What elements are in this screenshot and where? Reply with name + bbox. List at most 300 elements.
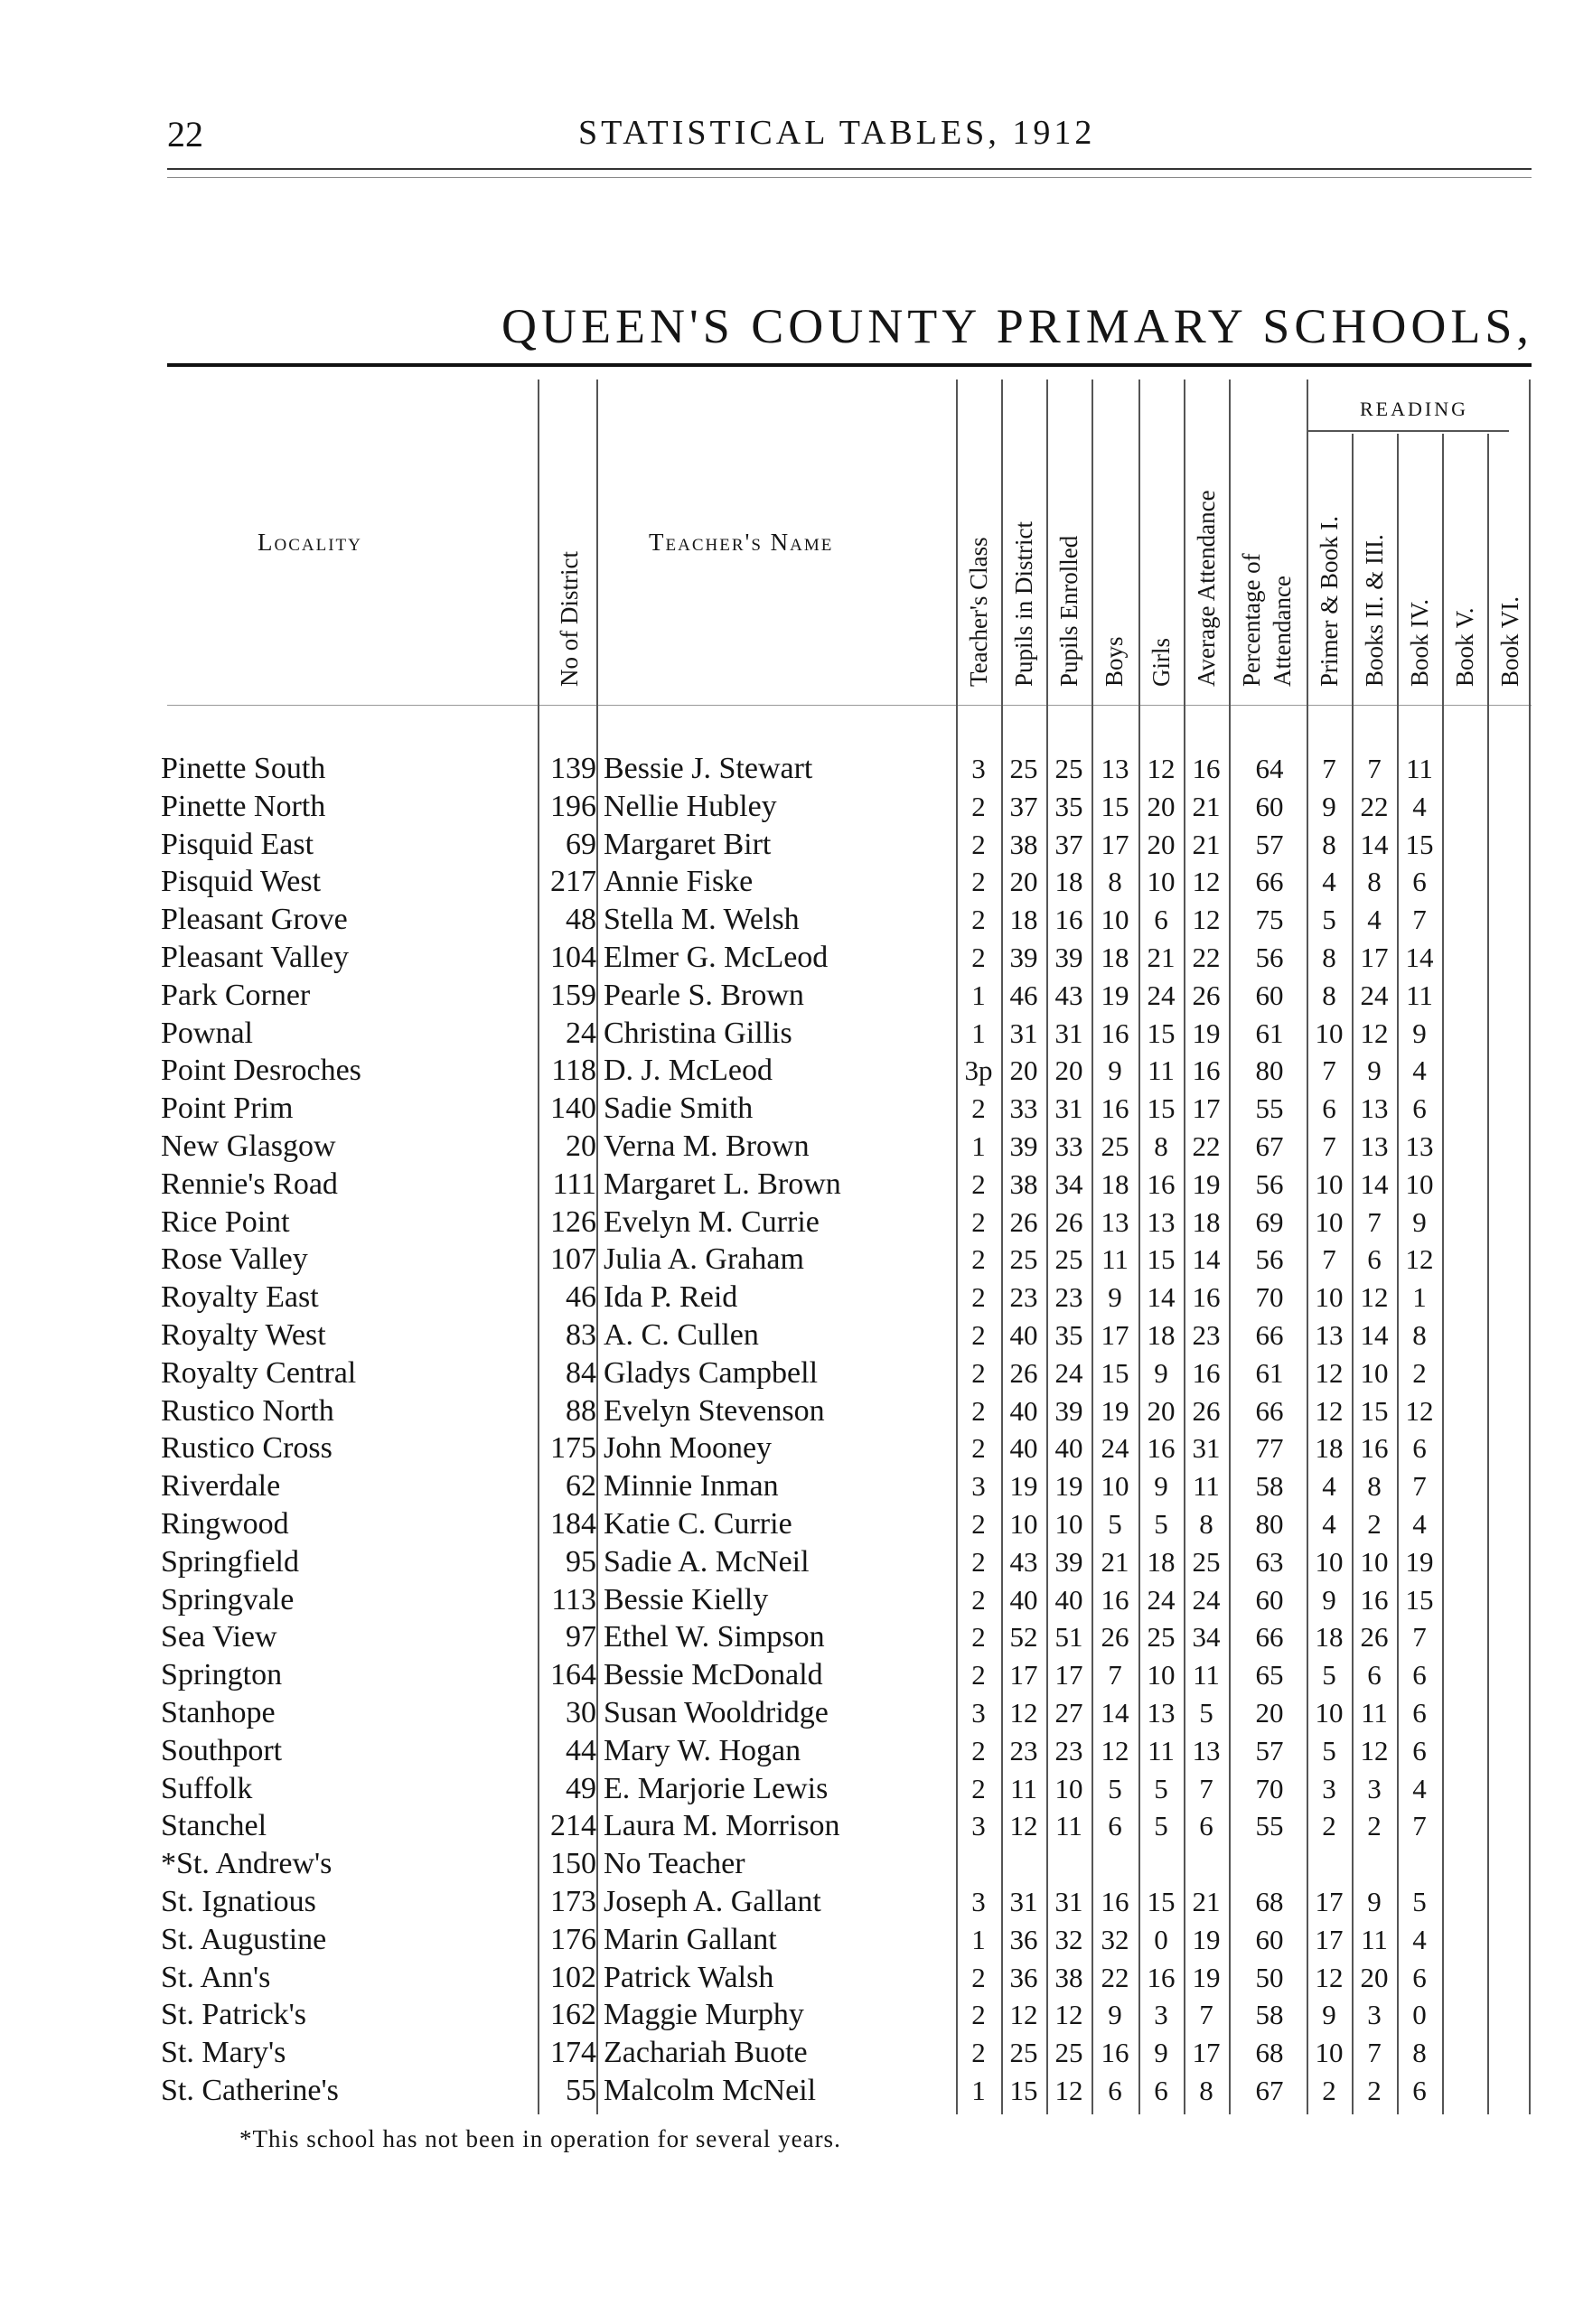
books-2-3-cell: 16 xyxy=(1360,1583,1389,1616)
table-row xyxy=(0,1959,1574,1997)
book-4-cell: 4 xyxy=(1412,790,1427,822)
avg-attendance-cell: 17 xyxy=(1192,2037,1221,2069)
pupils-enrolled-cell: 11 xyxy=(1055,1810,1082,1842)
boys-cell: 18 xyxy=(1101,942,1129,973)
boys-cell: 6 xyxy=(1108,1810,1122,1842)
pupils-district-cell: 37 xyxy=(1009,790,1038,822)
district-cell: 217 xyxy=(550,865,596,899)
book-4-cell: 4 xyxy=(1412,1772,1427,1804)
primer-cell: 9 xyxy=(1322,790,1336,822)
district-cell: 97 xyxy=(566,1620,596,1654)
header-book-4: Book IV. xyxy=(1406,598,1433,687)
girls-cell: 12 xyxy=(1147,753,1176,784)
boys-cell: 18 xyxy=(1101,1167,1129,1200)
pct-attendance-cell: 68 xyxy=(1255,1886,1284,1917)
primer-cell: 7 xyxy=(1322,1243,1336,1276)
header-avg-attendance: Average Attendance xyxy=(1193,490,1220,687)
girls-cell: 16 xyxy=(1147,1167,1176,1200)
girls-cell: 13 xyxy=(1147,1697,1176,1729)
primer-cell: 10 xyxy=(1315,2037,1344,2069)
teacher-class-cell: 2 xyxy=(971,1092,986,1125)
pupils-enrolled-cell: 25 xyxy=(1054,753,1083,784)
pupils-enrolled-cell: 31 xyxy=(1054,1886,1083,1917)
teacher-class-cell: 3 xyxy=(971,753,986,784)
avg-attendance-cell: 11 xyxy=(1193,1659,1220,1691)
girls-cell: 10 xyxy=(1147,866,1176,898)
book-4-cell: 4 xyxy=(1412,1923,1427,1955)
avg-attendance-cell: 21 xyxy=(1192,790,1221,822)
book-4-cell: 10 xyxy=(1405,1167,1434,1200)
table-row xyxy=(0,826,1574,864)
book-4-cell: 6 xyxy=(1412,2075,1427,2106)
book-4-cell: 6 xyxy=(1412,1697,1427,1729)
books-2-3-cell: 8 xyxy=(1367,866,1382,898)
table-row xyxy=(0,788,1574,826)
teacher-class-cell: 3 xyxy=(971,1810,986,1842)
teacher-class-cell: 2 xyxy=(971,1659,986,1691)
teacher-class-cell: 2 xyxy=(971,1999,986,2031)
teacher-name-cell: D. J. McLeod xyxy=(604,1054,773,1088)
pct-attendance-cell: 56 xyxy=(1255,942,1284,973)
books-2-3-cell: 11 xyxy=(1361,1697,1388,1729)
avg-attendance-cell: 6 xyxy=(1199,1810,1213,1842)
teacher-name-cell: Bessie McDonald xyxy=(604,1658,823,1692)
books-2-3-cell: 6 xyxy=(1367,1243,1382,1276)
pupils-enrolled-cell: 25 xyxy=(1054,2037,1083,2069)
girls-cell: 25 xyxy=(1147,1621,1176,1654)
books-2-3-cell: 17 xyxy=(1360,942,1389,973)
pupils-district-cell: 23 xyxy=(1009,1734,1038,1766)
avg-attendance-cell: 23 xyxy=(1192,1319,1221,1351)
pupils-enrolled-cell: 34 xyxy=(1054,1167,1083,1200)
teacher-name-cell: Mary W. Hogan xyxy=(604,1733,801,1767)
teacher-class-cell: 2 xyxy=(971,1545,986,1578)
primer-cell: 2 xyxy=(1322,2075,1336,2106)
pct-attendance-cell: 67 xyxy=(1255,2075,1284,2106)
book-4-cell: 11 xyxy=(1406,979,1433,1011)
books-2-3-cell: 6 xyxy=(1367,1659,1382,1691)
pct-attendance-cell: 20 xyxy=(1255,1697,1284,1729)
teacher-class-cell: 2 xyxy=(971,1621,986,1654)
teacher-class-cell: 2 xyxy=(971,1432,986,1465)
teacher-class-cell: 2 xyxy=(971,942,986,973)
title-rule xyxy=(167,363,1532,367)
reading-rule xyxy=(1308,430,1509,432)
district-cell: 113 xyxy=(551,1582,596,1616)
boys-cell: 8 xyxy=(1108,866,1122,898)
district-cell: 20 xyxy=(566,1129,596,1163)
pupils-enrolled-cell: 12 xyxy=(1054,1999,1083,2031)
pupils-enrolled-cell: 32 xyxy=(1054,1923,1083,1955)
pct-attendance-cell: 60 xyxy=(1255,1923,1284,1955)
pupils-enrolled-cell: 24 xyxy=(1054,1356,1083,1389)
pct-attendance-cell: 70 xyxy=(1255,1772,1284,1804)
pct-attendance-cell: 57 xyxy=(1255,1734,1284,1766)
pupils-enrolled-cell: 25 xyxy=(1054,1243,1083,1276)
district-cell: 55 xyxy=(566,2074,596,2107)
avg-attendance-cell: 7 xyxy=(1199,1772,1213,1804)
pct-attendance-cell: 63 xyxy=(1255,1545,1284,1578)
locality-cell: Riverdale xyxy=(161,1469,281,1504)
book-4-cell: 6 xyxy=(1412,1432,1427,1465)
primer-cell: 10 xyxy=(1315,1697,1344,1729)
pupils-district-cell: 40 xyxy=(1009,1394,1038,1427)
avg-attendance-cell: 7 xyxy=(1199,1999,1213,2031)
books-2-3-cell: 13 xyxy=(1360,1092,1389,1125)
pupils-enrolled-cell: 17 xyxy=(1054,1659,1083,1691)
pupils-enrolled-cell: 37 xyxy=(1054,828,1083,860)
locality-cell: Rustico North xyxy=(161,1393,334,1428)
teacher-name-cell: Sadie Smith xyxy=(604,1092,754,1126)
books-2-3-cell: 10 xyxy=(1360,1545,1389,1578)
primer-cell: 5 xyxy=(1322,904,1336,936)
boys-cell: 17 xyxy=(1101,828,1129,860)
avg-attendance-cell: 8 xyxy=(1199,1508,1213,1540)
books-2-3-cell: 15 xyxy=(1360,1394,1389,1427)
pupils-district-cell: 11 xyxy=(1010,1772,1037,1804)
pupils-enrolled-cell: 39 xyxy=(1054,1545,1083,1578)
teacher-name-cell: Maggie Murphy xyxy=(604,1998,804,2032)
table-row xyxy=(0,1354,1574,1392)
books-2-3-cell: 16 xyxy=(1360,1432,1389,1465)
book-4-cell: 7 xyxy=(1412,1810,1427,1842)
locality-cell: Stanchel xyxy=(161,1809,267,1843)
books-2-3-cell: 12 xyxy=(1360,1017,1389,1049)
table-row xyxy=(0,1543,1574,1581)
girls-cell: 24 xyxy=(1147,979,1176,1011)
boys-cell: 16 xyxy=(1101,1017,1129,1049)
teacher-name-cell: Evelyn Stevenson xyxy=(604,1393,825,1428)
girls-cell: 15 xyxy=(1147,1243,1176,1276)
teacher-class-cell: 2 xyxy=(971,1734,986,1766)
pupils-enrolled-cell: 35 xyxy=(1054,790,1083,822)
books-2-3-cell: 2 xyxy=(1367,1508,1382,1540)
boys-cell: 13 xyxy=(1101,753,1129,784)
avg-attendance-cell: 19 xyxy=(1192,1167,1221,1200)
books-2-3-cell: 7 xyxy=(1367,753,1382,784)
boys-cell: 10 xyxy=(1101,1470,1129,1503)
girls-cell: 9 xyxy=(1154,1356,1168,1389)
book-4-cell: 1 xyxy=(1412,1281,1427,1314)
girls-cell: 9 xyxy=(1154,1470,1168,1503)
district-cell: 62 xyxy=(566,1469,596,1504)
table-row xyxy=(0,1279,1574,1317)
pct-attendance-cell: 56 xyxy=(1255,1167,1284,1200)
book-4-cell: 19 xyxy=(1405,1545,1434,1578)
header-boys: Boys xyxy=(1101,636,1128,687)
header-district: No of District xyxy=(556,551,583,687)
books-2-3-cell: 20 xyxy=(1360,1961,1389,1993)
district-cell: 162 xyxy=(550,1998,596,2032)
primer-cell: 18 xyxy=(1315,1432,1344,1465)
locality-cell: Rose Valley xyxy=(161,1242,308,1277)
pupils-enrolled-cell: 16 xyxy=(1054,904,1083,936)
books-2-3-cell: 7 xyxy=(1367,1205,1382,1238)
girls-cell: 5 xyxy=(1154,1772,1168,1804)
pupils-district-cell: 12 xyxy=(1009,1697,1038,1729)
boys-cell: 7 xyxy=(1108,1659,1122,1691)
district-cell: 44 xyxy=(566,1733,596,1767)
girls-cell: 9 xyxy=(1154,2037,1168,2069)
pct-attendance-cell: 67 xyxy=(1255,1130,1284,1162)
teacher-class-cell: 1 xyxy=(971,979,986,1011)
avg-attendance-cell: 17 xyxy=(1192,1092,1221,1125)
boys-cell: 5 xyxy=(1108,1508,1122,1540)
girls-cell: 20 xyxy=(1147,790,1176,822)
boys-cell: 25 xyxy=(1101,1130,1129,1162)
pupils-district-cell: 20 xyxy=(1009,866,1038,898)
pupils-enrolled-cell: 12 xyxy=(1054,2075,1083,2106)
teacher-name-cell: Elmer G. McLeod xyxy=(604,941,829,974)
locality-cell: Southport xyxy=(161,1733,283,1767)
locality-cell: Sea View xyxy=(161,1620,277,1654)
teacher-name-cell: Ida P. Reid xyxy=(604,1280,738,1315)
district-cell: 48 xyxy=(566,903,596,937)
table-row xyxy=(0,1618,1574,1656)
pct-attendance-cell: 66 xyxy=(1255,1394,1284,1427)
book-4-cell: 7 xyxy=(1412,1470,1427,1503)
primer-cell: 4 xyxy=(1322,1470,1336,1503)
pct-attendance-cell: 56 xyxy=(1255,1243,1284,1276)
books-2-3-cell: 2 xyxy=(1367,1810,1382,1842)
boys-cell: 10 xyxy=(1101,904,1129,936)
boys-cell: 6 xyxy=(1108,2075,1122,2106)
table-title: QUEEN'S COUNTY PRIMARY SCHOOLS, xyxy=(501,299,1533,353)
district-cell: 126 xyxy=(550,1204,596,1239)
table-row xyxy=(0,2072,1574,2110)
locality-cell: Suffolk xyxy=(161,1771,253,1805)
locality-cell: Pisquid East xyxy=(161,827,314,861)
books-2-3-cell: 10 xyxy=(1360,1356,1389,1389)
table-row xyxy=(0,1166,1574,1204)
book-4-cell: 7 xyxy=(1412,1621,1427,1654)
teacher-class-cell: 2 xyxy=(971,1394,986,1427)
district-cell: 69 xyxy=(566,827,596,861)
boys-cell: 26 xyxy=(1101,1621,1129,1654)
header-pupils-enrolled: Pupils Enrolled xyxy=(1055,535,1082,687)
girls-cell: 15 xyxy=(1147,1092,1176,1125)
pct-attendance-cell: 69 xyxy=(1255,1205,1284,1238)
district-cell: 30 xyxy=(566,1696,596,1729)
boys-cell: 16 xyxy=(1101,1092,1129,1125)
boys-cell: 21 xyxy=(1101,1545,1129,1578)
primer-cell: 9 xyxy=(1322,1583,1336,1616)
pupils-enrolled-cell: 23 xyxy=(1054,1734,1083,1766)
primer-cell: 7 xyxy=(1322,1130,1336,1162)
pct-attendance-cell: 61 xyxy=(1255,1017,1284,1049)
pupils-district-cell: 31 xyxy=(1009,1017,1038,1049)
locality-cell: Rice Point xyxy=(161,1204,290,1239)
table-row xyxy=(0,901,1574,939)
pupils-district-cell: 18 xyxy=(1009,904,1038,936)
district-cell: 84 xyxy=(566,1355,596,1390)
girls-cell: 6 xyxy=(1154,904,1168,936)
header-pct-attendance-2: Attendance xyxy=(1269,576,1296,687)
district-cell: 102 xyxy=(550,1960,596,1994)
pct-attendance-cell: 64 xyxy=(1255,753,1284,784)
teacher-name-cell: Christina Gillis xyxy=(604,1016,792,1050)
teacher-class-cell: 3 xyxy=(971,1470,986,1503)
boys-cell: 16 xyxy=(1101,2037,1129,2069)
table-row xyxy=(0,1921,1574,1959)
table-row xyxy=(0,1204,1574,1242)
girls-cell: 16 xyxy=(1147,1961,1176,1993)
primer-cell: 10 xyxy=(1315,1545,1344,1578)
pupils-enrolled-cell: 39 xyxy=(1054,1394,1083,1427)
header-bottom-rule xyxy=(167,705,1532,706)
locality-cell: Springfield xyxy=(161,1544,299,1579)
district-cell: 140 xyxy=(550,1092,596,1126)
primer-cell: 17 xyxy=(1315,1886,1344,1917)
book-4-cell: 9 xyxy=(1412,1017,1427,1049)
teacher-name-cell: Malcolm McNeil xyxy=(604,2074,817,2107)
table-row xyxy=(0,1505,1574,1543)
teacher-name-cell: Sadie A. McNeil xyxy=(604,1544,810,1579)
book-4-cell: 6 xyxy=(1412,1734,1427,1766)
book-4-cell: 8 xyxy=(1412,1319,1427,1351)
avg-attendance-cell: 12 xyxy=(1192,866,1221,898)
primer-cell: 12 xyxy=(1315,1356,1344,1389)
boys-cell: 9 xyxy=(1108,1054,1122,1087)
book-4-cell: 9 xyxy=(1412,1205,1427,1238)
locality-cell: Springvale xyxy=(161,1582,295,1616)
book-4-cell: 6 xyxy=(1412,1092,1427,1125)
pupils-enrolled-cell: 40 xyxy=(1054,1432,1083,1465)
locality-cell: Stanhope xyxy=(161,1696,276,1729)
locality-cell: Royalty West xyxy=(161,1318,326,1352)
avg-attendance-cell: 26 xyxy=(1192,979,1221,1011)
district-cell: 104 xyxy=(550,941,596,974)
primer-cell: 12 xyxy=(1315,1394,1344,1427)
district-cell: 88 xyxy=(566,1393,596,1428)
book-4-cell: 6 xyxy=(1412,1961,1427,1993)
primer-cell: 7 xyxy=(1322,753,1336,784)
district-cell: 176 xyxy=(550,1922,596,1956)
pct-attendance-cell: 50 xyxy=(1255,1961,1284,1993)
teacher-class-cell: 3 xyxy=(971,1697,986,1729)
pupils-enrolled-cell: 10 xyxy=(1054,1508,1083,1540)
pupils-enrolled-cell: 40 xyxy=(1054,1583,1083,1616)
primer-cell: 2 xyxy=(1322,1810,1336,1842)
locality-cell: Royalty East xyxy=(161,1280,319,1315)
books-2-3-cell: 11 xyxy=(1361,1923,1388,1955)
girls-cell: 24 xyxy=(1147,1583,1176,1616)
locality-cell: Pinette North xyxy=(161,789,326,823)
header-girls: Girls xyxy=(1148,638,1175,687)
boys-cell: 16 xyxy=(1101,1583,1129,1616)
books-2-3-cell: 4 xyxy=(1367,904,1382,936)
girls-cell: 15 xyxy=(1147,1017,1176,1049)
girls-cell: 5 xyxy=(1154,1508,1168,1540)
table-row xyxy=(0,1015,1574,1053)
book-4-cell: 14 xyxy=(1405,942,1434,973)
table-row xyxy=(0,1429,1574,1467)
pct-attendance-cell: 58 xyxy=(1255,1470,1284,1503)
teacher-class-cell: 3p xyxy=(964,1054,993,1087)
girls-cell: 13 xyxy=(1147,1205,1176,1238)
books-2-3-cell: 14 xyxy=(1360,1167,1389,1200)
pct-attendance-cell: 65 xyxy=(1255,1659,1284,1691)
girls-cell: 10 xyxy=(1147,1659,1176,1691)
header-locality: Locality xyxy=(258,529,362,556)
primer-cell: 17 xyxy=(1315,1923,1344,1955)
girls-cell: 20 xyxy=(1147,1394,1176,1427)
header-books-2-3: Books II. & III. xyxy=(1361,534,1388,687)
pupils-district-cell: 25 xyxy=(1009,1243,1038,1276)
teacher-name-cell: Joseph A. Gallant xyxy=(604,1885,821,1918)
pupils-district-cell: 38 xyxy=(1009,1167,1038,1200)
teacher-name-cell: Annie Fiske xyxy=(604,865,754,899)
avg-attendance-cell: 22 xyxy=(1192,942,1221,973)
primer-cell: 8 xyxy=(1322,942,1336,973)
avg-attendance-cell: 19 xyxy=(1192,1961,1221,1993)
locality-cell: St. Augustine xyxy=(161,1922,327,1956)
district-cell: 46 xyxy=(566,1280,596,1315)
books-2-3-cell: 12 xyxy=(1360,1281,1389,1314)
district-cell: 111 xyxy=(552,1167,596,1201)
teacher-class-cell: 2 xyxy=(971,828,986,860)
district-cell: 150 xyxy=(550,1847,596,1881)
book-4-cell: 7 xyxy=(1412,904,1427,936)
district-cell: 139 xyxy=(550,752,596,785)
book-4-cell: 11 xyxy=(1406,753,1433,784)
pupils-district-cell: 17 xyxy=(1009,1659,1038,1691)
teacher-class-cell: 2 xyxy=(971,790,986,822)
district-cell: 49 xyxy=(566,1771,596,1805)
boys-cell: 22 xyxy=(1101,1961,1129,1993)
avg-attendance-cell: 16 xyxy=(1192,753,1221,784)
teacher-name-cell: Patrick Walsh xyxy=(604,1960,774,1994)
teacher-class-cell: 2 xyxy=(971,904,986,936)
pct-attendance-cell: 80 xyxy=(1255,1508,1284,1540)
teacher-name-cell: Margaret Birt xyxy=(604,827,772,861)
header-reading: READING xyxy=(1360,398,1468,420)
district-cell: 159 xyxy=(550,978,596,1012)
pupils-enrolled-cell: 43 xyxy=(1054,979,1083,1011)
locality-cell: Royalty Central xyxy=(161,1355,357,1390)
header-pct-attendance-1: Percentage of xyxy=(1238,553,1265,687)
teacher-class-cell: 2 xyxy=(971,2037,986,2069)
teacher-name-cell: Katie C. Currie xyxy=(604,1507,792,1541)
district-cell: 184 xyxy=(550,1507,596,1541)
pct-attendance-cell: 58 xyxy=(1255,1999,1284,2031)
pupils-district-cell: 12 xyxy=(1009,1810,1038,1842)
book-4-cell: 15 xyxy=(1405,828,1434,860)
primer-cell: 4 xyxy=(1322,1508,1336,1540)
pupils-enrolled-cell: 27 xyxy=(1054,1697,1083,1729)
pupils-enrolled-cell: 51 xyxy=(1054,1621,1083,1654)
books-2-3-cell: 14 xyxy=(1360,828,1389,860)
district-cell: 83 xyxy=(566,1318,596,1352)
district-cell: 196 xyxy=(550,789,596,823)
girls-cell: 5 xyxy=(1154,1810,1168,1842)
book-4-cell: 2 xyxy=(1412,1356,1427,1389)
teacher-name-cell: Zachariah Buote xyxy=(604,2036,808,2070)
table-row xyxy=(0,1694,1574,1732)
books-2-3-cell: 3 xyxy=(1367,1772,1382,1804)
locality-cell: Pleasant Valley xyxy=(161,941,350,974)
teacher-name-cell: E. Marjorie Lewis xyxy=(604,1771,829,1805)
girls-cell: 15 xyxy=(1147,1886,1176,1917)
pct-attendance-cell: 80 xyxy=(1255,1054,1284,1087)
teacher-name-cell: Bessie J. Stewart xyxy=(604,752,813,785)
locality-cell: Park Corner xyxy=(161,978,311,1012)
avg-attendance-cell: 11 xyxy=(1193,1470,1220,1503)
pupils-district-cell: 40 xyxy=(1009,1319,1038,1351)
boys-cell: 9 xyxy=(1108,1281,1122,1314)
pupils-enrolled-cell: 38 xyxy=(1054,1961,1083,1993)
primer-cell: 10 xyxy=(1315,1281,1344,1314)
